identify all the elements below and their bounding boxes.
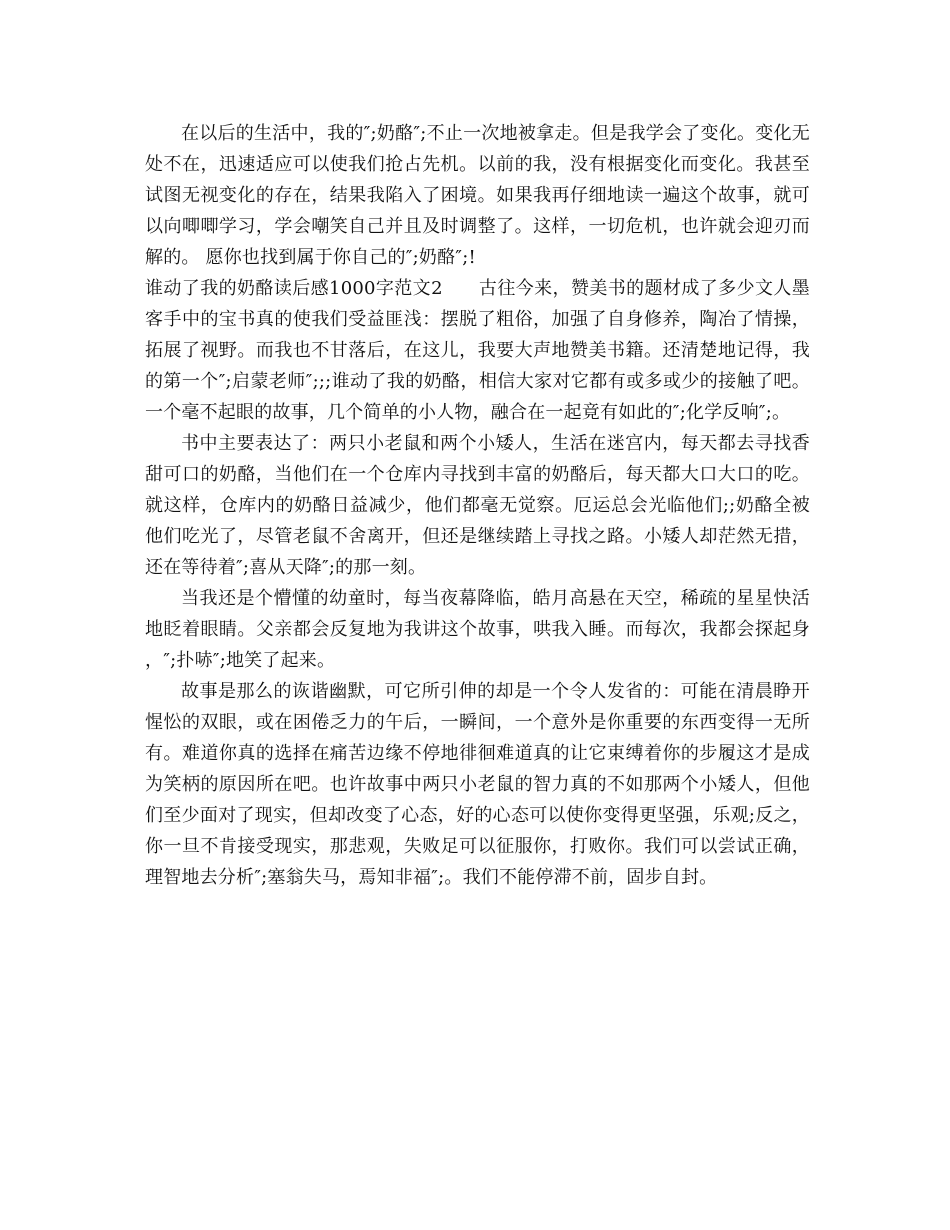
- paragraph-3: [145, 428, 810, 583]
- paragraph-text: 当我还是个懵懂的幼童时，每当夜幕降临，皓月高悬在天空，稀疏的星星快活地眨着眼睛。父亲都会反复地为我讲这个故事，哄我入睡。而每次，我都会探起身，″;扑哧″;地笑了起来。: [145, 588, 810, 671]
- paragraph-text: 古往今来，赞美书的题材成了多少文人墨客手中的宝书真的使我们受益匪浅：摆脱了粗俗，加强了自身修养，陶冶了情操，拓展了视野。而我也不甘落后，在这儿，我要大声地赞美书籍。还清楚地记得，我的第一个″;启蒙老师″;;;谁动了我的奶酪，相信大家对它都有或多或少的接触了吧。一个毫不起眼的故事，几个简单的小人物，融合在一起竟有如此的″;化学反响″;。: [145, 278, 810, 423]
- paragraph-2: [145, 273, 810, 428]
- document-body: [145, 118, 810, 893]
- paragraph-text: 书中主要表达了：两只小老鼠和两个小矮人，生活在迷宫内，每天都去寻找香甜可口的奶酪，当他们在一个仓库内寻找到丰富的奶酪后，每天都大口大口的吃。就这样，仓库内的奶酪日益减少，他们都毫无觉察。厄运总会光临他们;;奶酪全被他们吃光了，尽管老鼠不舍离开，但还是继续踏上寻找之路。小矮人却茫然无措，还在等待着″;喜从天降″;的那一刻。: [145, 433, 810, 578]
- paragraph-5: [145, 676, 810, 893]
- paragraph-1: [145, 118, 810, 273]
- paragraph-text: 在以后的生活中，我的″;奶酪″;不止一次地被拿走。但是我学会了变化。变化无处不在，迅速适应可以使我们抢占先机。以前的我，没有根据变化而变化。我甚至试图无视变化的存在，结果我陷入了困境。如果我再仔细地读一遍这个故事，就可以向唧唧学习，学会嘲笑自己并且及时调整了。这样，一切危机，也许就会迎刃而解的。 愿你也找到属于你自己的″;奶酪″;!: [145, 123, 810, 268]
- section-heading: 谁动了我的奶酪读后感1000字范文2: [145, 278, 443, 299]
- paragraph-4: [145, 583, 810, 676]
- paragraph-text: 故事是那么的诙谐幽默，可它所引伸的却是一个令人发省的：可能在清晨睁开惺忪的双眼，或在困倦乏力的午后，一瞬间，一个意外是你重要的东西变得一无所有。难道你真的选择在痛苦边缘不停地徘徊难道真的让它束缚着你的步履这才是成为笑柄的原因所在吧。也许故事中两只小老鼠的智力真的不如那两个小矮人，但他们至少面对了现实，但却改变了心态，好的心态可以使你变得更坚强，乐观;反之，你一旦不肯接受现实，那悲观，失败足可以征服你，打败你。我们可以尝试正确，理智地去分析″;塞翁失马，焉知非福″;。我们不能停滞不前，固步自封。: [145, 681, 810, 888]
